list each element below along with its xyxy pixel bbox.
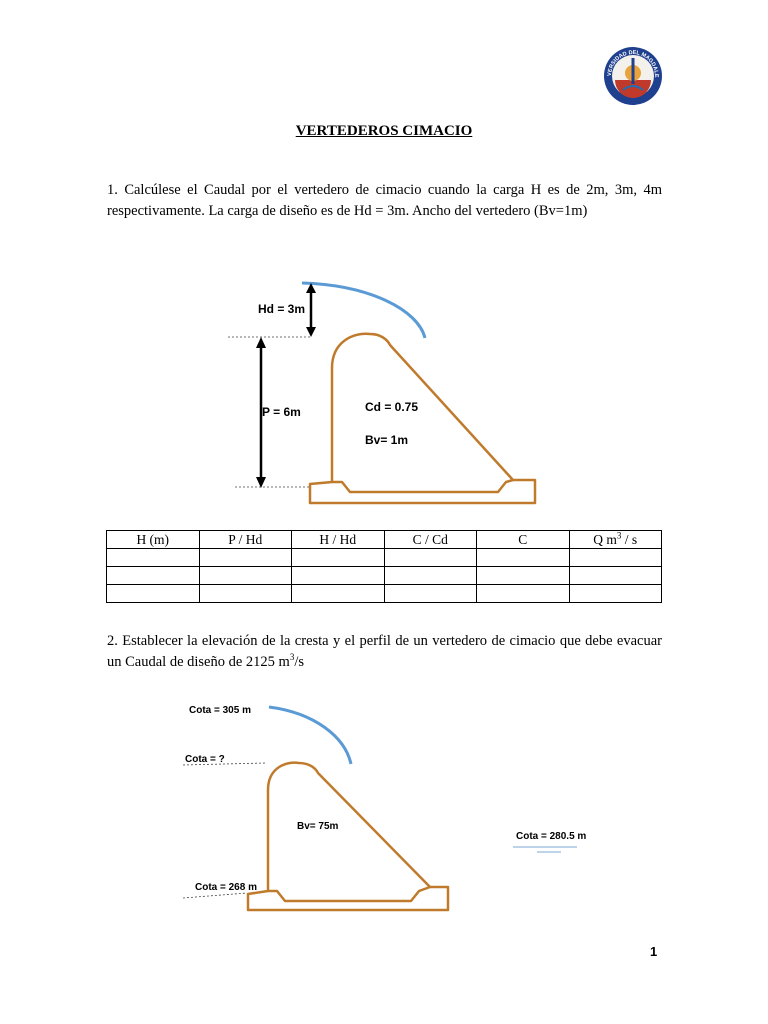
header-c-cd: C / Cd: [384, 531, 477, 549]
table-row: [107, 567, 662, 585]
table-cell: [199, 549, 292, 567]
nappe-curve: [269, 707, 351, 764]
logo-text: VERSIDAD DEL MAGDALE: [606, 49, 660, 78]
table-cell: [477, 567, 570, 585]
table-cell: [569, 567, 662, 585]
weir-diagram-1: [220, 270, 550, 510]
table-cell: [107, 567, 200, 585]
cd-label: Cd = 0.75: [365, 400, 419, 414]
table-cell: [569, 585, 662, 603]
table-cell: [292, 567, 385, 585]
problem-2-text: [107, 631, 662, 673]
hd-label: Hd = 3m: [258, 302, 306, 316]
weir-diagram-2: [175, 695, 605, 920]
university-seal-logo: [603, 46, 663, 106]
table-cell: [199, 567, 292, 585]
header-q: [569, 531, 662, 549]
page-number: 1: [650, 944, 658, 959]
table-cell: [384, 585, 477, 603]
problem-2-text-tail: /s: [294, 654, 305, 670]
base-datum-line: [183, 893, 247, 898]
problem-2-sup: 3: [289, 652, 295, 663]
header-c: C: [477, 531, 570, 549]
weir-toe: [332, 480, 513, 492]
hd-arrow-head-bottom: [306, 327, 316, 337]
header-q-sup: 3: [616, 530, 622, 540]
cota-crest-label: Cota = ?: [185, 754, 225, 765]
weir-outline: [248, 763, 448, 910]
table-cell: [384, 567, 477, 585]
table-row: [107, 585, 662, 603]
table-cell: [292, 585, 385, 603]
table-header-row: [107, 531, 662, 549]
bv-label: Bv= 1m: [365, 433, 409, 447]
results-table: [106, 530, 662, 603]
weir-outline: [310, 334, 535, 503]
document-title: VERTEDEROS CIMACIO: [295, 123, 473, 139]
table-cell: [107, 549, 200, 567]
header-q-tail: / s: [621, 531, 638, 547]
p-label: P = 6m: [262, 405, 301, 419]
header-h: H (m): [107, 531, 200, 549]
header-p-hd: P / Hd: [199, 531, 292, 549]
header-q-main: Q m: [593, 531, 617, 547]
nappe-curve: [302, 283, 425, 338]
table-cell: [292, 549, 385, 567]
cota-tail-label: Cota = 280.5 m: [516, 831, 587, 842]
table-cell: [384, 549, 477, 567]
table-cell: [477, 585, 570, 603]
problem-2-text-main: 2. Establecer la elevación de la cresta y el perfil de un vertedero de cimacio que debe evacuar un Caudal de diseño de 2125 m: [107, 633, 662, 670]
table-cell: [569, 549, 662, 567]
cota-top-label: Cota = 305 m: [189, 705, 251, 716]
table-cell: [199, 585, 292, 603]
bv-label: Bv= 75m: [297, 821, 339, 832]
cota-base-label: Cota = 268 m: [195, 882, 257, 893]
p-arrow-head-bottom: [256, 477, 266, 488]
problem-1-text: 1. Calcúlese el Caudal por el vertedero de cimacio cuando la carga H es de 2m, 3m, 4m respectivamente. La carga de diseño es de Hd = 3m. Ancho del vertedero (Bv=1m): [107, 182, 662, 219]
table-cell: [107, 585, 200, 603]
header-h-hd: H / Hd: [292, 531, 385, 549]
weir-toe: [268, 887, 430, 901]
p-arrow-head-top: [256, 337, 266, 348]
table-cell: [477, 549, 570, 567]
table-row: [107, 549, 662, 567]
